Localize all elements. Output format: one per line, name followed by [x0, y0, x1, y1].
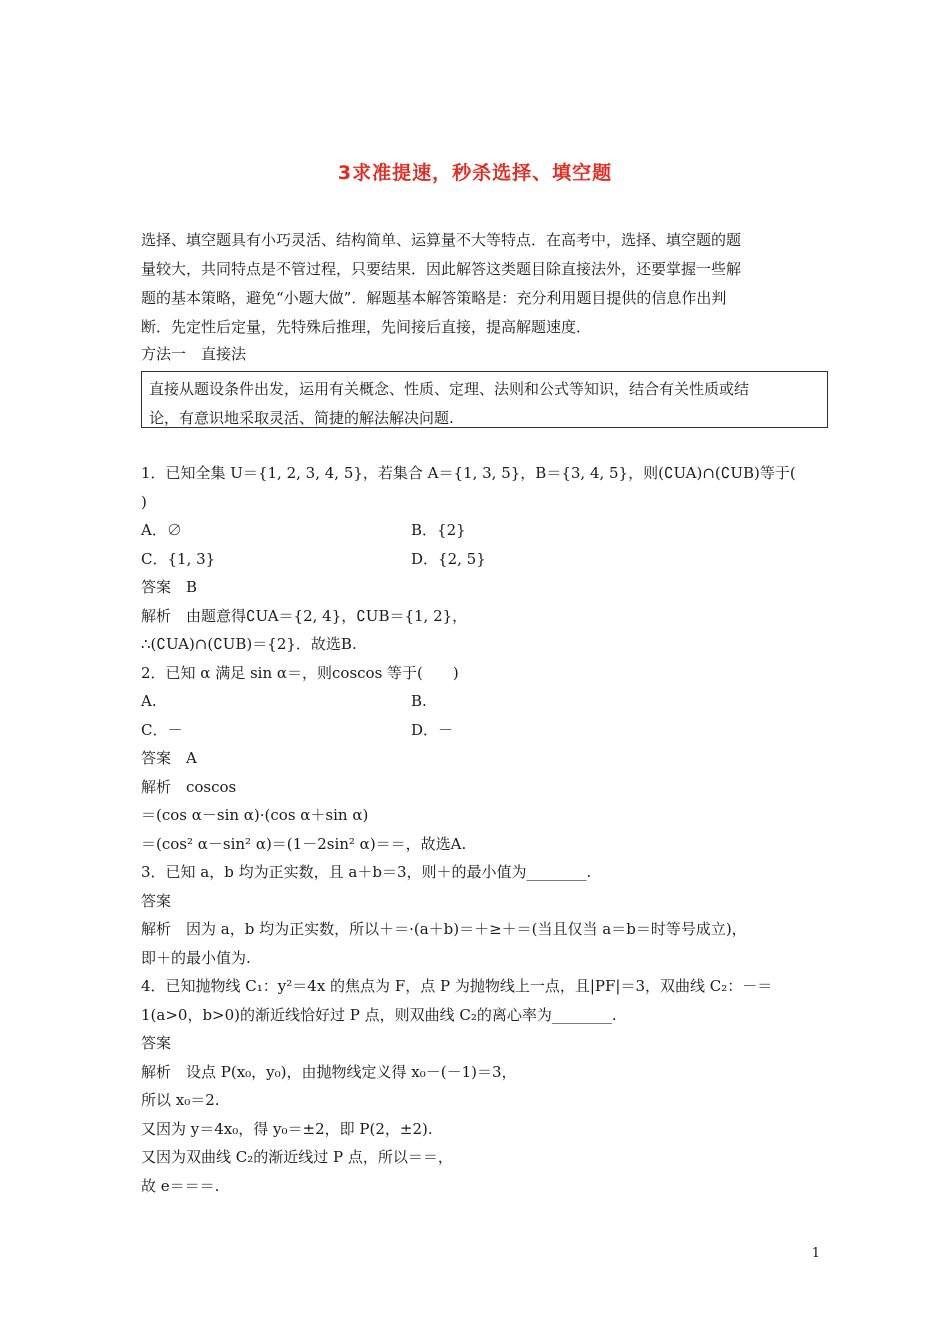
intro-line: 选择、填空题具有小巧灵活、结构简单、运算量不大等特点．在高考中，选择、填空题的题 [141, 231, 742, 249]
problem-line [141, 459, 821, 488]
line-text: 即＋的最小值为. [141, 948, 251, 967]
line-text: 答案 [141, 891, 172, 910]
line-text: ) [141, 492, 147, 511]
problem-line [141, 1001, 821, 1030]
problem-line [141, 545, 821, 574]
option-right: D．{2, 5} [411, 549, 486, 568]
problem-line [141, 516, 821, 545]
problem-line [141, 773, 821, 802]
problem-line [141, 858, 821, 887]
line-text: 所以 x₀＝2. [141, 1091, 220, 1109]
intro-line: 断．先定性后定量，先特殊后推理，先间接后直接，提高解题速度． [141, 318, 592, 336]
line-text: 1．已知全集 U＝{1, 2, 3, 4, 5}，若集合 A＝{1, 3, 5}，B＝{3, 4, 5}，则(∁UA)∩(∁UB)等于( [141, 464, 796, 482]
line-text: 1(a>0，b>0)的渐近线恰好过 P 点，则双曲线 C₂的离心率为________. [141, 1005, 617, 1024]
method-description-box [141, 371, 828, 428]
problem-line [141, 1086, 821, 1115]
intro-paragraph [141, 226, 821, 342]
line-text: ＝(cos α－sin α)·(cos α＋sin α) [141, 806, 369, 824]
line-text: 答案 B [141, 578, 198, 596]
problem-line [141, 1172, 821, 1201]
problem-line [141, 1115, 821, 1144]
intro-line: 题的基本策略，避免“小题大做”．解题基本解答策略是：充分利用题目提供的信息作出判 [141, 289, 727, 307]
line-text: C．{1, 3} [141, 549, 216, 568]
problem-line [141, 944, 821, 973]
problem-line [141, 630, 821, 659]
line-text: 3．已知 a，b 均为正实数，且 a＋b＝3，则＋的最小值为________. [141, 863, 592, 881]
option-right: B. [411, 692, 427, 710]
problem-line [141, 488, 821, 517]
method-heading: 方法一 直接法 [141, 345, 247, 363]
option-right: B．{2} [411, 521, 466, 539]
line-text: 解析 coscos [141, 777, 237, 796]
problem-line [141, 1029, 821, 1058]
line-text: A. [141, 692, 157, 710]
line-text: ＝(cos² α－sin² α)＝(1－2sin² α)＝＝，故选A. [141, 834, 467, 853]
page-title: 3求准提速，秒杀选择、填空题 [337, 162, 613, 184]
line-text: 答案 A [141, 749, 197, 767]
method-description-line: 论，有意识地采取灵活、简捷的解法解决问题. [149, 409, 454, 427]
line-text: 故 e＝＝＝. [141, 1176, 220, 1195]
method-description-line: 直接从题设条件出发，运用有关概念、性质、定理、法则和公式等知识，结合有关性质或结 [149, 380, 750, 398]
line-text: A．∅ [141, 521, 182, 539]
intro-line: 量较大，共同特点是不管过程，只要结果．因此解答这类题目除直接法外，还要掌握一些解 [141, 260, 742, 278]
problems-section [141, 459, 821, 1200]
line-text: 又因为 y＝4x₀，得 y₀＝±2，即 P(2，±2). [141, 1119, 433, 1138]
problem-line [141, 972, 821, 1001]
problem-line [141, 1143, 821, 1172]
page-number: 1 [811, 1246, 820, 1261]
option-right: D．－ [411, 720, 454, 739]
line-text: 答案 [141, 1034, 172, 1052]
line-text: C．－ [141, 720, 183, 739]
line-text: 2．已知 α 满足 sin α＝，则coscos 等于( ) [141, 663, 459, 682]
problem-line [141, 687, 821, 716]
problem-line [141, 830, 821, 859]
problem-line [141, 716, 821, 745]
problem-line [141, 602, 821, 631]
problem-line [141, 801, 821, 830]
line-text: 解析 因为 a，b 均为正实数，所以＋＝·(a＋b)＝＋≥＋＝(当且仅当 a＝b＝时等号成立)， [141, 920, 747, 938]
problem-line [141, 659, 821, 688]
line-text: 解析 设点 P(x₀，y₀)，由抛物线定义得 x₀－(－1)＝3， [141, 1062, 517, 1081]
line-text: 又因为双曲线 C₂的渐近线过 P 点，所以＝＝， [141, 1148, 453, 1166]
line-text: 4．已知抛物线 C₁：y²＝4x 的焦点为 F，点 P 为抛物线上一点，且|PF|＝3，双曲线 C₂：－＝ [141, 977, 773, 995]
line-text: 解析 由题意得∁UA＝{2, 4}，∁UB＝{1, 2}， [141, 606, 468, 625]
problem-line [141, 887, 821, 916]
problem-line [141, 744, 821, 773]
problem-line [141, 1058, 821, 1087]
problem-line [141, 915, 821, 944]
problem-line [141, 573, 821, 602]
line-text: ∴(∁UA)∩(∁UB)＝{2}．故选B. [141, 635, 357, 653]
